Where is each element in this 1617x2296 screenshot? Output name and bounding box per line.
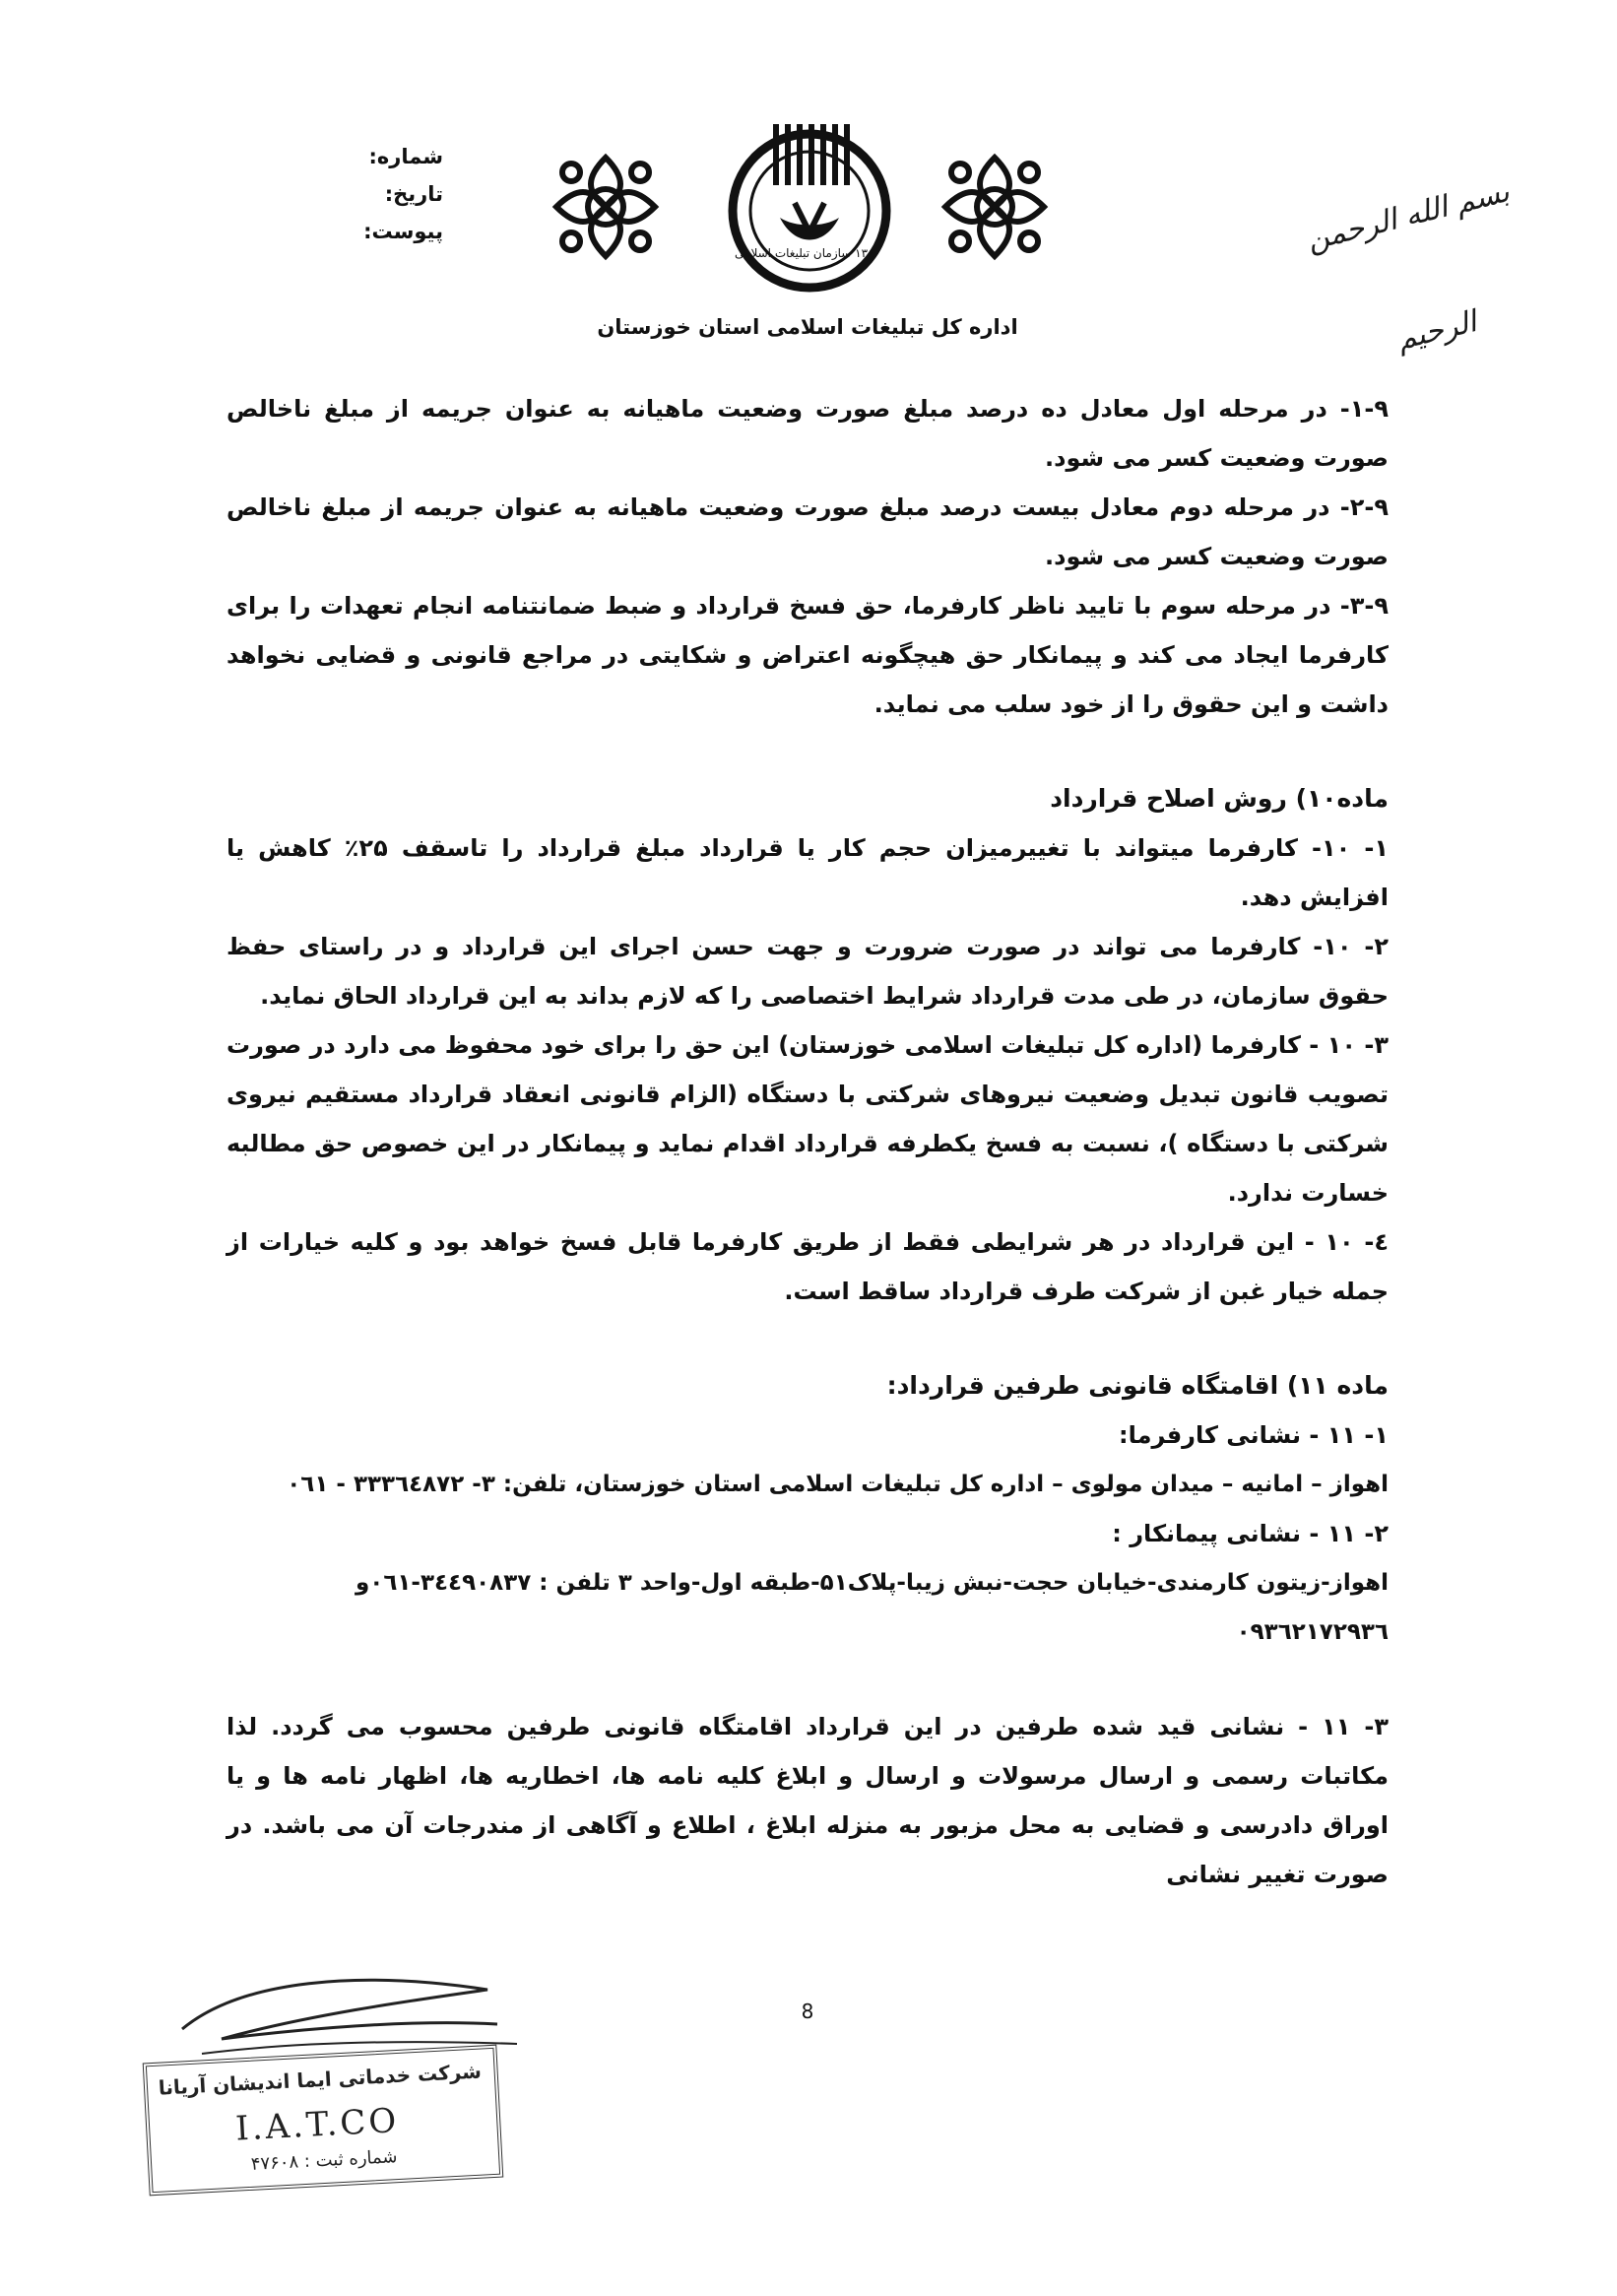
page-number: 8 (801, 2000, 814, 2023)
ornament-right-icon (936, 148, 1054, 266)
clause-10-3: ۳- ۱۰ - کارفرما (اداره کل تبلیغات اسلامی خوزستان) این حق را برای خود محفوظ می دارد در صورت تصویب قانون تبدیل وضعیت نیروهای شرکتی با دستگاه (الزام قانونی انعقاد قرارداد مستقیم نیروی شرکتی با دستگاه )، نسبت به فسخ یکطرفه قرارداد اقدام نماید و پیمانکار در این خصوص حق مطالبه خسارت ندارد. (226, 1031, 1389, 1207)
emblem-caption (729, 246, 886, 260)
attachment-label: پیوست: (363, 220, 443, 243)
clause-9-2: ۲-۹- در مرحله دوم معادل بیست درصد مبلغ صورت وضعیت ماهیانه به عنوان جریمه از مبلغ ناخالص صورت وضعیت کسر می شود. (226, 493, 1389, 570)
clause-10-4: ٤- ۱۰ - این قرارداد در هر شرایطی فقط از طریق کارفرما قابل فسخ خواهد بود و کلیه خیارات از جمله خیار غبن از شرکت طرف قرارداد ساقط است. (226, 1228, 1389, 1305)
clause-11-3: ۳- ۱۱ - نشانی قید شده طرفین در این قرارداد اقامتگاه قانونی طرفین محسوب می گردد. لذا مکاتبات رسمی و ارسال مرسولات و ارسال و ابلاغ کلیه نامه ها، اخطاریه ها، اظهار نامه ها و یا اوراق دادرسی و قضایی به محل مزبور به منزله ابلاغ ، اطلاع و آگاهی از مندرجات آن می باشد. در صورت تغییر نشانی (226, 1713, 1389, 1888)
article-10-heading: ماده۱۰) روش اصلاح قرارداد (1050, 784, 1389, 813)
clause-9-1: ۱-۹- در مرحله اول معادل ده درصد مبلغ صورت وضعیت ماهیانه به عنوان جریمه از مبلغ ناخالص صورت وضعیت کسر می شود. (226, 395, 1389, 472)
clause-9-3: ۳-۹- در مرحله سوم با تایید ناظر کارفرما، حق فسخ قرارداد و ضبط ضمانتنامه انجام تعهدات را برای کارفرما ایجاد می کند و پیمانکار حق هیچگونه اعتراض و شکایتی در مراجع قانونی و قضایی نخواهد داشت و این حقوق را از خود سلب می نماید. (226, 592, 1389, 718)
stamp-abbreviation: I.A.T.CO (234, 2100, 401, 2149)
clause-11-1-title: ۱- ۱۱ - نشانی کارفرما: (1119, 1421, 1389, 1449)
contractor-address: اهواز-زیتون کارمندی-خیابان حجت-نبش زیبا-پلاک۵۱-طبقه اول-واحد ۳ تلفن : ۳٤٤۹۰۸۳۷-۰٦۱و (356, 1570, 1389, 1596)
company-stamp (143, 2045, 504, 2197)
clause-10-1: ۱- ۱۰- کارفرما میتواند با تغییرمیزان حجم کار یا قرارداد مبلغ قرارداد را تاسقف ۲۵٪ کاهش یا افزایش دهد. (226, 834, 1389, 911)
clause-11-2-title: ۲- ۱۱ - نشانی پیمانکار : (1112, 1520, 1389, 1547)
clause-10-2: ۲- ۱۰- کارفرما می تواند در صورت ضرورت و جهت حسن اجرای این قرارداد و در راستای حفظ حقوق سازمان، در طی مدت قرارداد شرایط اختصاصی را که لازم بداند به این قرارداد الحاق نماید. (226, 933, 1389, 1010)
employer-address: اهواز – امانیه – میدان مولوی – اداره کل تبلیغات اسلامی استان خوزستان، تلفن: ۳- ۳۳۳٦٤۸۷۲ - ۰٦۱ (287, 1472, 1389, 1497)
emblem-caption-text: سازمان تبلیغات اسلامی (735, 246, 852, 260)
emblem-year: ۱۳۶۰ (855, 246, 880, 260)
date-label: تاریخ: (384, 182, 443, 206)
ornament-left-icon (547, 148, 665, 266)
contractor-mobile: ۰۹۳٦۲۱۷۲۹۳٦ (1236, 1619, 1389, 1645)
stamp-registration: شماره ثبت : ۴۷۶۰۸ (250, 2146, 398, 2175)
document-body (226, 384, 1389, 1899)
number-label: شماره: (368, 145, 443, 168)
bismillah-calligraphy: بسم الله الرحمن الرحیم (1303, 174, 1514, 358)
organization-emblem-icon (726, 124, 893, 296)
article-11-heading: ماده ۱۱) اقامتگاه قانونی طرفین قرارداد: (886, 1371, 1389, 1400)
letter-meta (246, 138, 443, 250)
stamp-company-name: شرکت خدماتی ایما اندیشان آریانا (158, 2059, 483, 2100)
organization-name: اداره کل تبلیغات اسلامی استان خوزستان (597, 315, 1018, 339)
